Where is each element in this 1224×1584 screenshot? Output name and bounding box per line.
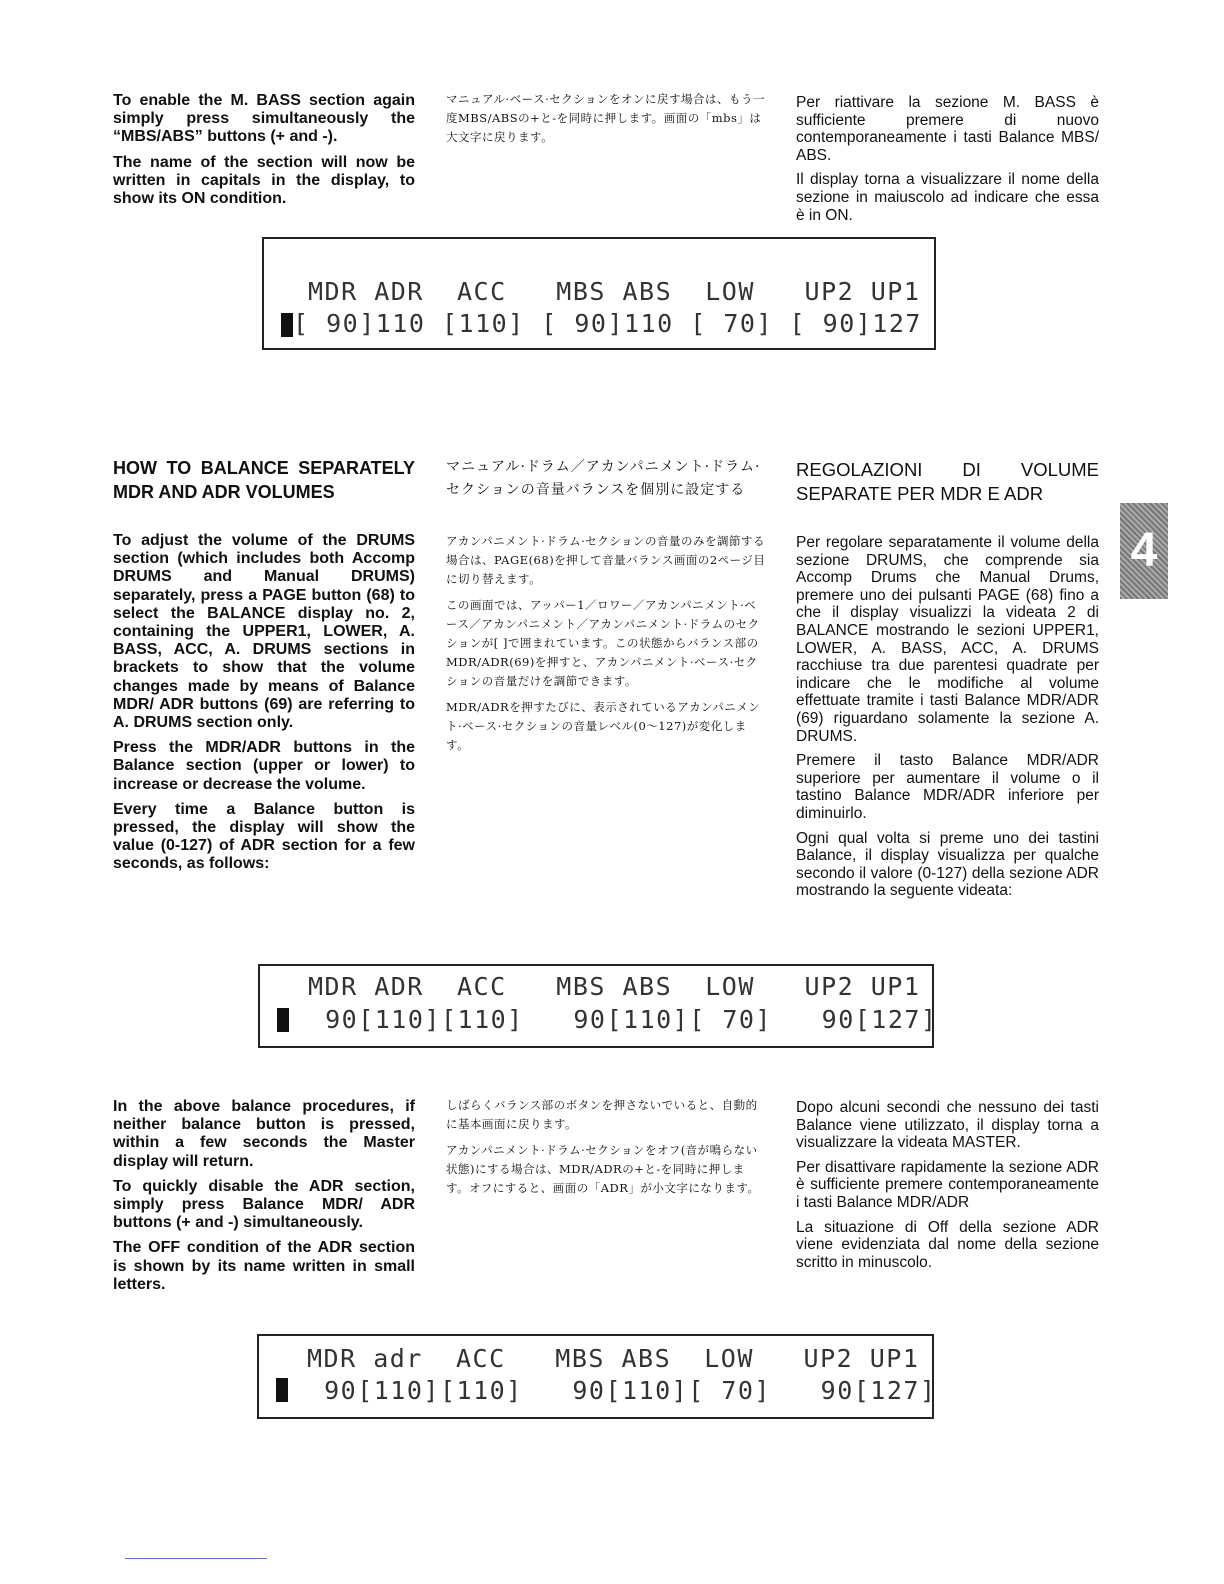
lcd-line-2: [ 90]110 [110] [ 90]110 [ 70] [ 90]127 (293, 309, 922, 338)
paragraph: The OFF condition of the ADR section is shown by its name written in small letters. (113, 1239, 415, 1293)
section2-english (113, 532, 415, 881)
section1-italian (796, 94, 1099, 231)
paragraph: この画面では、アッパー1／ロワー／アカンパニメント·ベース／アカンパニメント／アカンパニメント·ドラムのセクションが[ ]で囲まれています。この状態からバランス部のMDR/ADR(69)を押すと、アカンパニメント·ベース·セクションの音量だけを調節できます。 (446, 598, 760, 688)
paragraph: Premere il tasto Balance MDR/ADR superiore per aumentare il volume o il tastino Balance MDR/ADR inferiore per diminuirlo. (796, 752, 1099, 822)
heading: HOW TO BALANCE SEPARATELY MDR AND ADR VOLUMES (113, 458, 415, 502)
section2-heading-english (113, 456, 415, 504)
lcd-display-adr-off (257, 1334, 937, 1419)
paragraph: Il display torna a visualizzare il nome della sezione in maiuscolo ad indicare che essa è in ON. (796, 171, 1099, 224)
lcd-display-balance-2 (258, 964, 938, 1048)
section2-heading-japanese (446, 456, 766, 502)
section3-japanese (446, 1096, 766, 1205)
lcd-cursor (277, 1008, 289, 1032)
section1-english (113, 92, 415, 215)
paragraph: The name of the section will now be written in capitals in the display, to show its ON condition. (113, 153, 415, 208)
paragraph: Per disattivare rapidamente la sezione ADR è sufficiente premere contemporaneamente i tasti Balance MDR/ADR (796, 1158, 1099, 1211)
paragraph: Ogni qual volta si preme uno dei tastini Balance, il display visualizza per qualche secondo il valore (0-127) della sezione ADR mostrando la seguente videata: (796, 829, 1099, 900)
paragraph: To quickly disable the ADR section, simply press Balance MDR/ ADR buttons (+ and -) simultaneously. (113, 1177, 415, 1232)
heading: REGOLAZIONI DI VOLUME SEPARATE PER MDR E ADR (796, 459, 1099, 504)
paragraph: To adjust the volume of the DRUMS section (which includes both Accomp DRUMS and Manual DRUMS) separately, press a PAGE button (68) to select the BALANCE display no. 2, containing the UPPER1, LOWER, A. BASS, ACC, A. DRUMS sections in brackets to show that the volume changes made by means of Balance MDR/ ADR buttons (69) are referring to A. DRUMS section only. (113, 532, 415, 732)
section2-japanese (446, 532, 766, 762)
lcd-line-1: MDR ADR ACC MBS ABS LOW UP2 UP1 (308, 277, 921, 306)
chapter-tab (1120, 503, 1168, 599)
lcd-cursor (276, 1378, 288, 1402)
paragraph: アカンパニメント·ドラム·セクションをオフ(音が鳴らない状態)にする場合は、MDR/ADRの+と-を同時に押します。オフにすると、画面の「ADR」が小文字になります。 (446, 1143, 760, 1195)
paragraph: MDR/ADRを押すたびに、表示されているアカンパニメント·ベース·セクションの音量レベル(0～127)が変化します。 (446, 700, 761, 752)
lcd-line-2: 90[110][110] 90[110][ 70] 90[127] (291, 1376, 937, 1405)
paragraph: アカンパニメント·ドラム·セクションの音量のみを調節する場合は、PAGE(68)を押して音量バランス画面の2ページ目に切り替えます。 (446, 534, 766, 586)
lcd-cursor (281, 313, 293, 337)
section3-english (113, 1098, 415, 1301)
paragraph: Dopo alcuni secondi che nessuno dei tasti Balance viene utilizzato, il display torna a visualizzare la videata MASTER. (796, 1099, 1099, 1152)
paragraph: In the above balance procedures, if neither balance button is pressed, within a few seconds the Master display will return. (113, 1098, 415, 1170)
paragraph: しばらくバランス部のボタンを押さないでいると、自動的に基本画面に戻ります。 (446, 1098, 758, 1131)
lcd-line-1: MDR adr ACC MBS ABS LOW UP2 UP1 (307, 1344, 920, 1373)
paragraph: Per regolare separatamente il volume della sezione DRUMS, che comprende sia Accomp Drums che Manual Drums, premere uno dei pulsanti PAGE (68) fino a che il display visualizzi la videata 2 di BALANCE mostrando le sezioni UPPER1, LOWER, A. BASS, ACC, A. DRUMS racchiuse tra due parentesi quadrate per indicare che le modifiche al volume effettuate tramite i tasti Balance MDR/ADR (69) riguardano solamente la sezione A. DRUMS. (796, 534, 1099, 745)
chapter-number: 4 (1130, 524, 1158, 577)
heading: マニュアル·ドラム／アカンパニメント·ドラム·セクションの音量バランスを個別に設定する (446, 459, 761, 498)
paragraph: La situazione di Off della sezione ADR viene evidenziata dal nome della sezione scritto in minuscolo. (796, 1218, 1099, 1271)
section1-japanese (446, 90, 766, 154)
paragraph: Per riattivare la sezione M. BASS è sufficiente premere di nuovo contemporaneamente i tasti Balance MBS/ ABS. (796, 94, 1099, 164)
lcd-line-2: 90[110][110] 90[110][ 70] 90[127] (292, 1005, 938, 1034)
paragraph: Press the MDR/ADR buttons in the Balance section (upper or lower) to increase or decrease the volume. (113, 739, 415, 793)
section3-italian (796, 1099, 1099, 1278)
lcd-display-balance-1 (262, 237, 936, 350)
lcd-line-1: MDR ADR ACC MBS ABS LOW UP2 UP1 (308, 972, 921, 1001)
footer-rule (125, 1558, 267, 1559)
paragraph: Every time a Balance button is pressed, the display will show the value (0-127) of ADR section for a few seconds, as follows: (113, 800, 415, 873)
section2-heading-italian (796, 458, 1099, 506)
section2-italian (796, 534, 1099, 907)
paragraph: To enable the M. BASS section again simply press simultaneously the “MBS/ABS” buttons (+ and -). (113, 92, 415, 146)
paragraph: マニュアル·ベース·セクションをオンに戻す場合は、もう一度MBS/ABSの+と-を同時に押します。画面の「mbs」は大文字に戻ります。 (446, 92, 766, 144)
